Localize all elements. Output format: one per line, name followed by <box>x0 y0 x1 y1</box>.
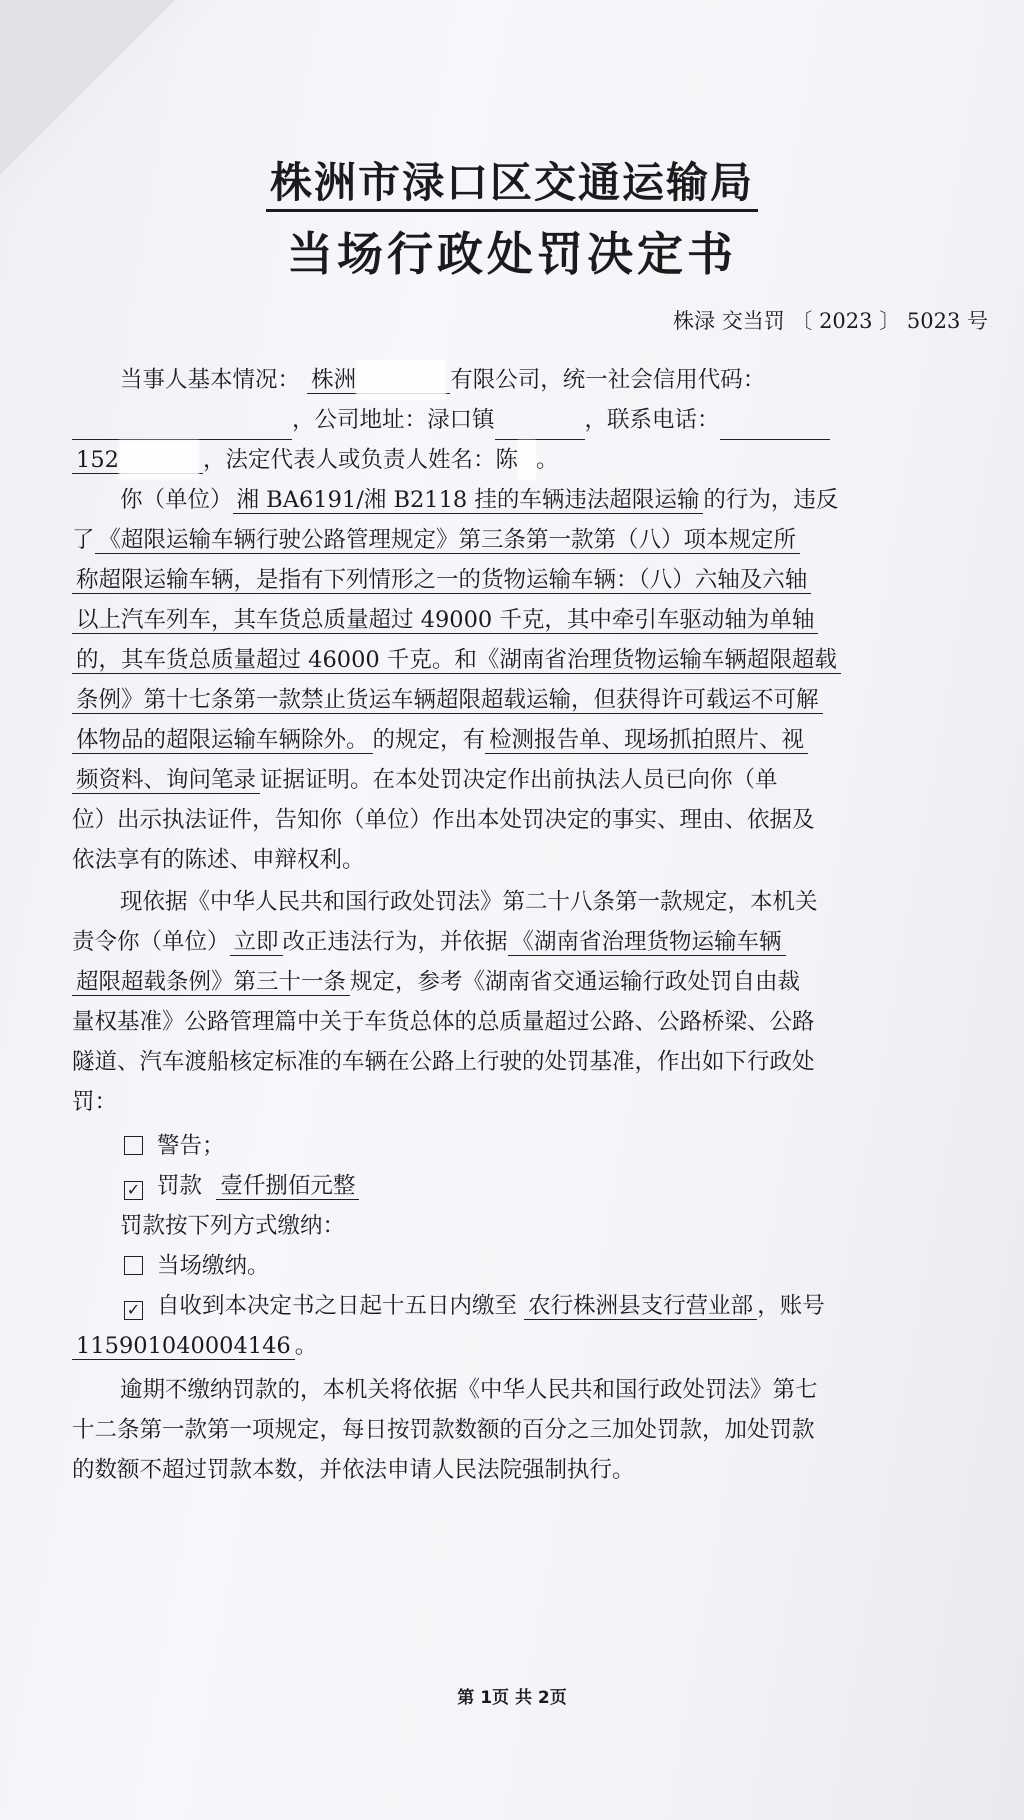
overdue-paragraph: 逾期不缴纳罚款的，本机关将依据《中华人民共和国行政处罚法》第七 十二条第一款第一项规定，每日按罚款数额的百分之三加处罚款，加处罚款 的数额不超过罚款本数，并依法申请人民法院强制执行。 <box>72 1377 818 1483</box>
bank-name: 农行株洲县支行营业部 <box>524 1293 757 1320</box>
fine-checkbox: ✓ <box>124 1181 143 1200</box>
evidence-list: 检测报告单、现场抓拍照片、视 <box>485 727 808 754</box>
document-title: 当场行政处罚决定书 <box>287 227 737 281</box>
party-info: 当事人基本情况： 株洲 有限公司，统一社会信用代码： ，公司地址：渌口镇 ，联系电话： 152 ，法定代表人或负责人姓名：陈 。 <box>72 360 982 480</box>
party-name: 株洲 <box>307 367 450 394</box>
violated-regulation: 《超限运输车辆行驶公路管理规定》第三条第一款第（八）项本规定所 <box>95 527 801 554</box>
option-onsite: 当场缴纳。 <box>72 1246 982 1286</box>
phone-redacted: 152 <box>72 447 203 474</box>
payment-intro: 罚款按下列方式缴纳： <box>120 1213 346 1239</box>
option-fine: ✓ 罚款 壹仟捌佰元整 <box>72 1166 982 1206</box>
correction-order: 立即 <box>230 929 283 956</box>
option-bank: ✓ 自收到本决定书之日起十五日内缴至 农行株洲县支行营业部 ，账号 <box>72 1286 982 1326</box>
account-number: 115901040004146 <box>72 1333 295 1360</box>
option-warning: 警告； <box>72 1126 982 1166</box>
document-body <box>72 360 982 1490</box>
folded-corner <box>0 0 175 175</box>
vehicle-plate: 湘 BA6191/湘 B2118 挂的车辆违法超限运输 <box>233 487 704 514</box>
legal-representative: ，法定代表人或负责人姓名：陈 <box>202 447 518 473</box>
account-line: 115901040004146 。 <box>72 1326 982 1366</box>
fine-amount: 壹仟捌佰元整 <box>216 1173 359 1200</box>
authority-name: 株洲市渌口区交通运输局 <box>266 158 758 212</box>
decision-paragraph: 现依据《中华人民共和国行政处罚法》第二十八条第一款规定，本机关 责令你（单位） 立即 改正违法行为，并依据 《湖南省治理货物运输车辆 超限超载条例》第三十一条 规定，参考《湖南省交通运输行政处罚自由裁 量权基准》公路管理篇中关于车货总体的总质量超过公路、公路桥梁、公路 隧道、汽车渡船核定标准的车辆在公路上行驶的处罚基准，作出如下行政处 罚： <box>72 889 818 1115</box>
violation-paragraph: 你（单位） 湘 BA6191/湘 B2118 挂的车辆违法超限运输 的行为，违反 了 《超限运输车辆行驶公路管理规定》第三条第一款第（八）项本规定所 称超限运输车辆，是指有下列情形之一的货物运输车辆：（八）六轴及六轴 以上汽车列车，其车货总质量超过 49000 千克，其中牵引车驱动轴为单轴 的，其车货总质量超过 46000 千克。和《湖南省治理货物运输车辆超限超载 条例》第十七条第一款禁止货运车辆超限超载运输，但获得许可载运不可解 体物品的超限运输车辆除外。 的规定，有 检测报告单、现场抓拍照片、视 频资料、询问笔录 证据证明。在本处罚决定作出前执法人员已向你（单 位）出示执法证件，告知你（单位）作出本处罚决定的事实、理由、依据及 依法享有的陈述、申辩权利。 <box>72 480 982 880</box>
page-indicator: 第 1页 共 2页 <box>457 1688 567 1708</box>
bank-checkbox: ✓ <box>124 1301 143 1320</box>
issuing-authority <box>0 150 1024 210</box>
credit-code-redacted <box>72 409 292 440</box>
address-redacted <box>495 409 585 440</box>
warning-checkbox <box>124 1136 143 1155</box>
onsite-checkbox <box>124 1256 143 1275</box>
document-number: 株渌 交当罚 〔 2023 〕 5023 号 <box>673 309 988 333</box>
penalty-basis: 《湖南省治理货物运输车辆 <box>508 929 786 956</box>
